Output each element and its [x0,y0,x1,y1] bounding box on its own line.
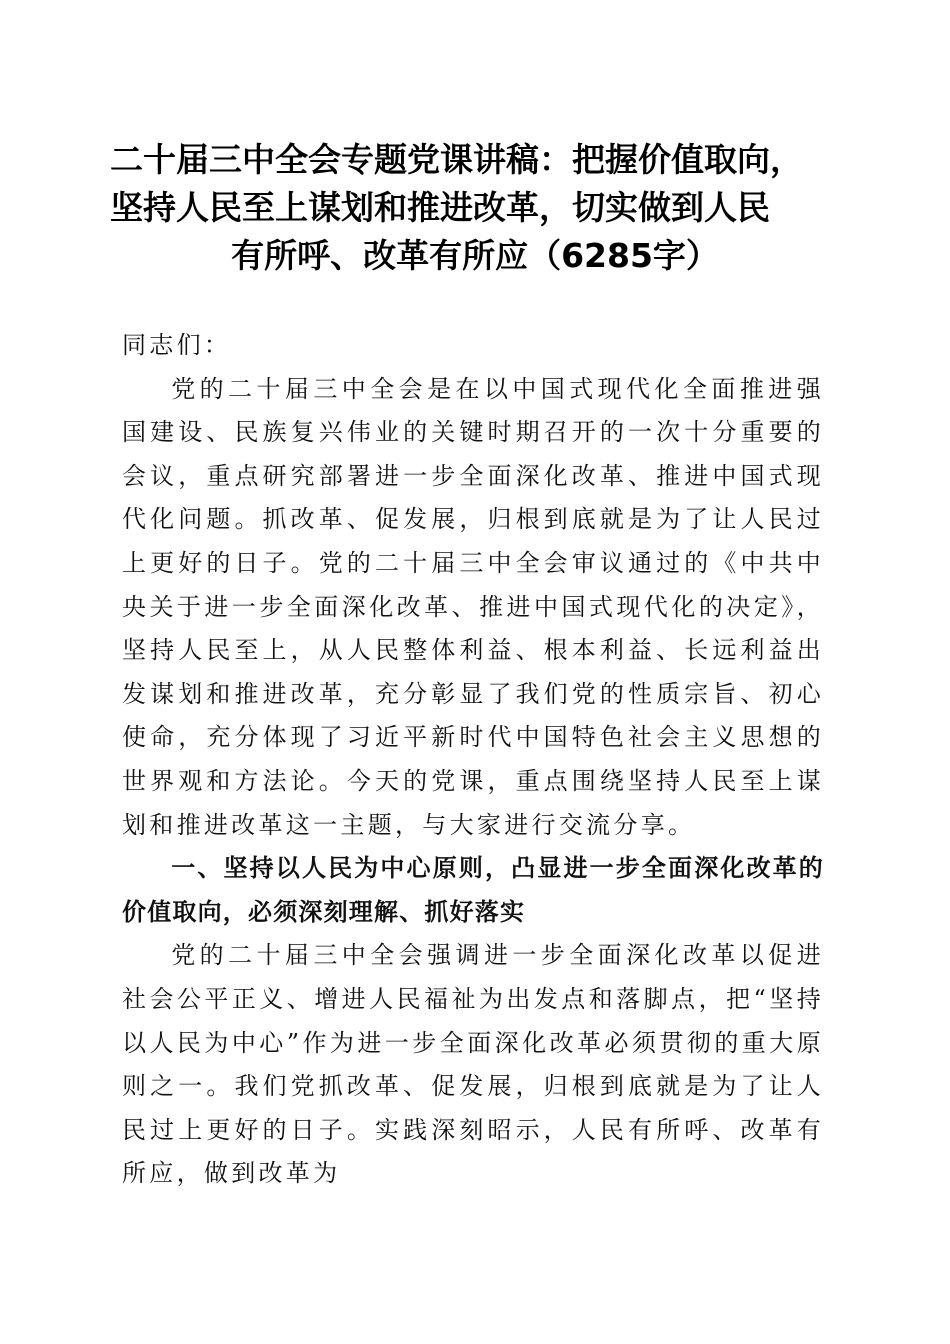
section-heading-1: 一、坚持以人民为中心原则，凸显进一步全面深化改革的价值取向，必须深刻理解、抓好落实 [122,854,824,926]
intro-paragraph: 党的二十届三中全会是在以中国式现代化全面推进强国建设、民族复兴伟业的关键时期召开的一次十分重要的会议，重点研究部署进一步全面深化改革、推进中国式现代化问题。抓改革、促发展，归根到底就是为了让人民过上更好的日子。党的二十届三中全会审议通过的《中共中央关于进一步全面深化改革、推进中国式现代化的决定》，坚持人民至上，从人民整体利益、根本利益、长远利益出发谋划和推进改革，充分彰显了我们党的性质宗旨、初心使命，充分体现了习近平新时代中国特色社会主义思想的世界观和方法论。今天的党课，重点围绕坚持人民至上谋划和推进改革这一主题，与大家进行交流分享。 [122,374,824,839]
title-line-3: 有所呼、改革有所应（6285字） [231,236,719,275]
document-title [110,136,840,280]
section-1-paragraph: 党的二十届三中全会强调进一步全面深化改革以促进社会公平正义、增进人民福祉为出发点和落脚点，把“坚持以人民为中心”作为进一步全面深化改革必须贯彻的重大原则之一。我们党抓改革、促发展，归根到底就是为了让人民过上更好的日子。实践深刻昭示，人民有所呼、改革有所应，做到改革为 [122,941,824,1188]
salutation: 同志们： [122,331,232,359]
document-body [122,324,824,1196]
title-line-1: 二十届三中全会专题党课讲稿：把握价值取向， [110,140,803,179]
title-line-2: 坚持人民至上谋划和推进改革，切实做到人民 [110,188,770,227]
